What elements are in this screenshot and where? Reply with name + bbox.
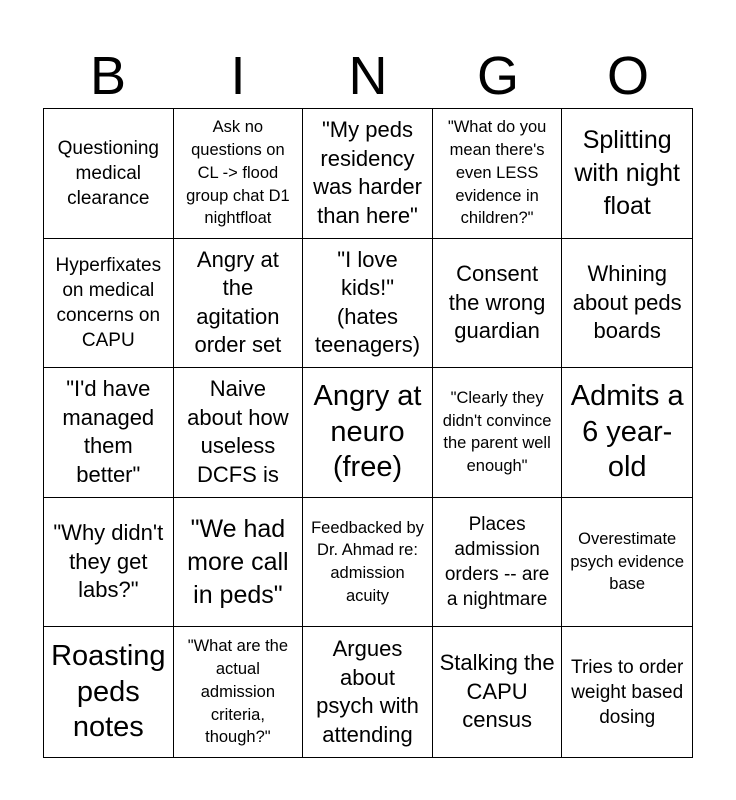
bingo-cell[interactable]: [562, 627, 692, 757]
cell-text: "My peds residency was harder than here": [313, 117, 422, 228]
cell-text: Naive about how useless DCFS is: [187, 376, 289, 488]
cell-text: "I'd have managed them better": [62, 376, 155, 488]
cell-text: Overestimate psych evidence base: [570, 529, 685, 594]
cell-text: Consent the wrong guardian: [448, 261, 546, 344]
cell-text: Places admission orders -- are a nightmare: [444, 513, 550, 611]
bingo-cell[interactable]: [174, 239, 304, 369]
cell-text: "We had more call in peds": [187, 514, 289, 609]
bingo-cell[interactable]: [174, 627, 304, 757]
bingo-cell[interactable]: [562, 368, 692, 498]
cell-text: Roasting peds notes: [51, 640, 166, 743]
cell-text: "Why didn't they get labs?": [53, 520, 164, 603]
bingo-cell[interactable]: [303, 368, 433, 498]
cell-text: Argues about psych with attending: [316, 636, 419, 747]
bingo-cell[interactable]: [562, 498, 692, 628]
cell-text: Hyperfixates on medical concerns on CAPU: [55, 254, 162, 351]
bingo-cell[interactable]: [174, 368, 304, 498]
cell-text: "What are the actual admission criteria, though?": [187, 637, 289, 747]
cell-text: "I love kids!" (hates teenagers): [314, 246, 421, 358]
bingo-cell[interactable]: [433, 239, 563, 369]
bingo-cell[interactable]: [44, 627, 174, 757]
bingo-cell[interactable]: [44, 368, 174, 498]
header-letter-b: B: [89, 46, 127, 106]
cell-text: Stalking the CAPU census: [439, 650, 555, 733]
bingo-cell[interactable]: [433, 109, 563, 239]
cell-text: Splitting with night float: [574, 125, 680, 220]
cell-text: Tries to order weight based dosing: [571, 656, 684, 728]
bingo-cell[interactable]: [303, 498, 433, 628]
bingo-cell[interactable]: [174, 109, 304, 239]
bingo-cell[interactable]: [433, 627, 563, 757]
bingo-cell[interactable]: [44, 239, 174, 369]
cell-text: Ask no questions on CL -> flood group chat D1 nightfloat: [186, 118, 290, 228]
bingo-cell[interactable]: [174, 498, 304, 628]
bingo-cell[interactable]: [433, 498, 563, 628]
bingo-cell[interactable]: [303, 627, 433, 757]
cell-text: "Clearly they didn't convince the parent well enough": [442, 388, 552, 476]
bingo-cell[interactable]: [303, 239, 433, 369]
bingo-cell[interactable]: [44, 109, 174, 239]
header-letter-n: N: [348, 46, 388, 106]
cell-text: Questioning medical clearance: [57, 137, 159, 209]
bingo-header: [43, 44, 693, 108]
header-letter-g: G: [476, 46, 519, 106]
cell-text: Admits a 6 year-old: [570, 380, 684, 484]
bingo-cell[interactable]: [433, 368, 563, 498]
bingo-board: [43, 108, 693, 758]
cell-text: Angry at the agitation order set: [194, 246, 282, 358]
cell-text: Whining about peds boards: [572, 261, 682, 344]
bingo-cell[interactable]: [44, 498, 174, 628]
bingo-cell[interactable]: [562, 109, 692, 239]
bingo-cell[interactable]: [303, 109, 433, 239]
header-letter-o: O: [606, 46, 649, 106]
cell-text: Feedbacked by Dr. Ahmad re: admission acuity: [311, 518, 424, 605]
bingo-cell[interactable]: [562, 239, 692, 369]
cell-text: "What do you mean there's even LESS evidence in children?": [447, 118, 547, 228]
cell-text: Angry at neuro (free): [313, 380, 422, 484]
header-letter-i: I: [230, 46, 246, 106]
